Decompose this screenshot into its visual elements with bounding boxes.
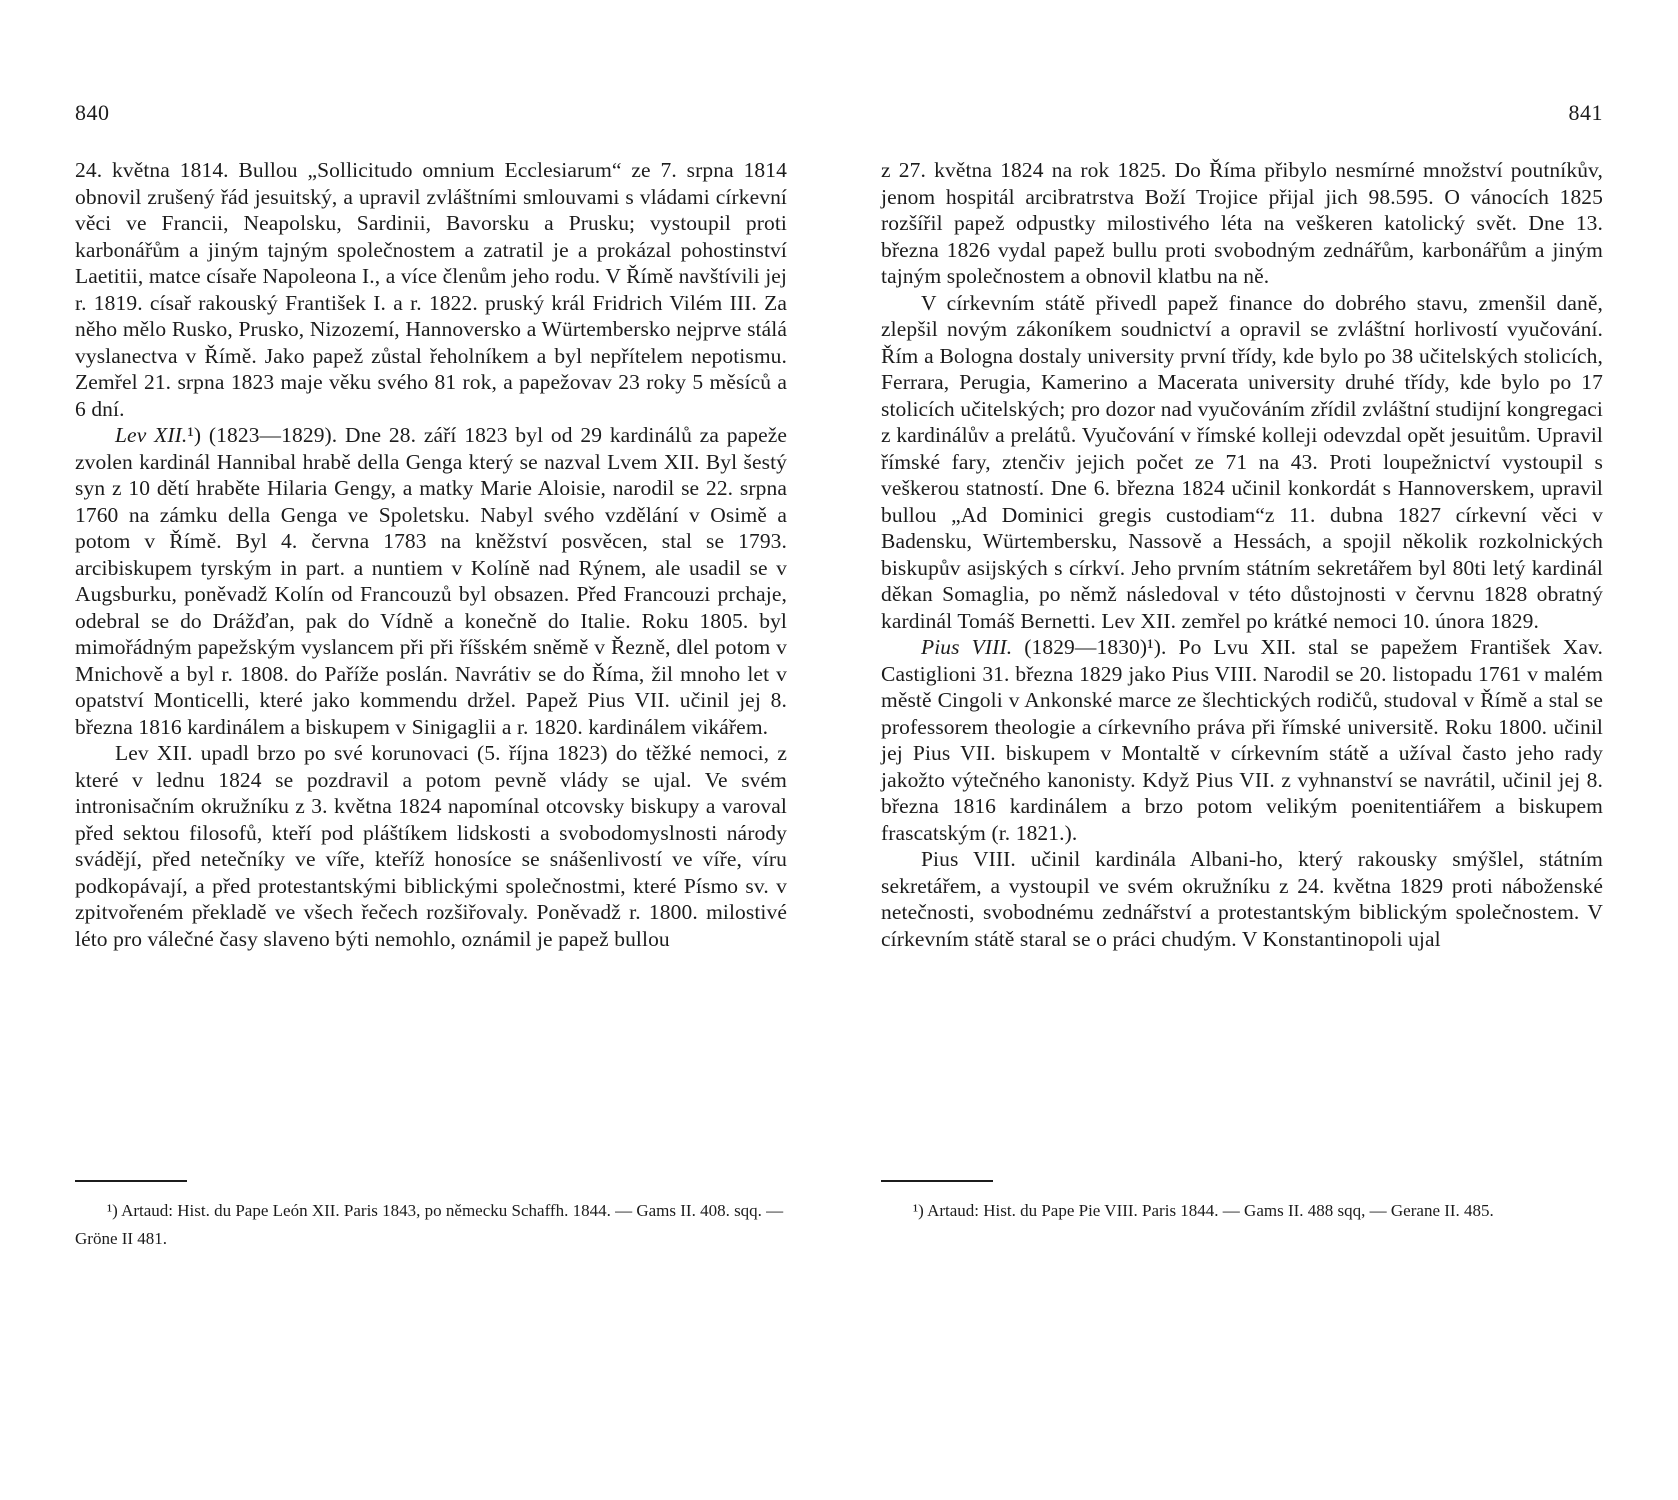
footnote-text: ¹) Artaud: Hist. du Pape León XII. Paris 1843, po německu Schaffh. 1844. — Gams II. 408. sqq. — Gröne II 481. — [75, 1201, 784, 1248]
paragraph-text: ¹) (1823—1829). Dne 28. září 1823 byl od 29 kardinálů za papeže zvolen kardinál Hannibal hrabě della Genga který se nazval Lvem XII. Byl šestý syn z 10 dětí hraběte Hilaria Gengy, a matky Marie Aloisie, narodil se 22. srpna 1760 na zámku della Genga ve Spoletsku. Nabyl svého vzdělání v Osimě a potom v Římě. Byl 4. června 1783 na kněžství posvěcen, stal se 1793. arcibiskupem tyrským in part. a nuntiem v Kolíně nad Rýnem, ale usadil se v Augsburku, poněvadž Kolín od Francouzů byl obsazen. Před Francouzi prchaje, odebral se do Drážďan, pak do Vídně a konečně do Italie. Roku 1805. byl mimořádným papežským vyslancem při při říšském sněmě v Řezně, dlel potom v Mnichově a byl r. 1808. do Paříže poslán. Navrátiv se do Říma, žil mnoho let v opatství Monticelli, které jako kommendu držel. Papež Pius VII. učinil jej 8. března 1816 kardinálem a biskupem v Sinigaglii a r. 1820. kardinálem vikářem. — [75, 423, 787, 739]
page-number-left: 840 — [75, 100, 110, 125]
paragraph-continuation — [881, 157, 1603, 290]
paragraph-text: 24. května 1814. Bullou „Sollicitudo omnium Ecclesiarum“ ze 7. srpna 1814 obnovil zrušený řád jesuitský, a upravil zvláštními smlouvami s vládami církevní věci ve Francii, Neapolsku, Sardinii, Bavorsku a Prusku; vystoupil proti karbonářům a jiným tajným společnostem a zatratil je a prokázal pohostinství Laetitii, matce císaře Napoleona I., a více členům jeho rodu. V Římě navštívili jej r. 1819. císař rakouský František I. a r. 1822. pruský král Fridrich Vilém III. Za něho mělo Rusko, Prusko, Nizozemí, Hannoversko a Würtembersko nejprve stálá vyslanectva v Římě. Jako papež zůstal řeholníkem a byl nepřítelem nepotismu. Zemřel 21. srpna 1823 maje věku svého 81 rok, a papežovav 23 roky 5 měsíců a 6 dní. — [75, 158, 787, 421]
page-right — [881, 0, 1603, 1500]
paragraph-pius-viii-albani — [881, 846, 1603, 952]
footnote-text: ¹) Artaud: Hist. du Pape Pie VIII. Paris 1844. — Gams II. 488 sqq, — Gerane II. 485. — [913, 1201, 1494, 1220]
paragraph-text: Pius VIII. učinil kardinála Albani-ho, který rakousky smýšlel, státním sekretářem, a vystoupil ve svém okružníku z 24. května 1829 proti náboženské netečnosti, svobodnému zednářství a protestantským biblickým společnostem. V církevním státě staral se o práci chudým. V Konstantinopoli ujal — [881, 847, 1603, 951]
left-body-text — [75, 157, 787, 952]
right-body-text — [881, 157, 1603, 952]
paragraph-text: z 27. května 1824 na rok 1825. Do Říma přibylo nesmírné množství poutníkův, jenom hospitál arcibratrstva Boží Trojice přijal jich 98.595. O vánocích 1825 rozšířil papež odpustky milostivého léta na veškeren katolický svět. Dne 13. března 1826 vydal papež bullu proti svobodným zednářům, karbonářům a jiným tajným společnostem a obnovil klatbu na ně. — [881, 158, 1603, 288]
page-left — [75, 0, 787, 1500]
paragraph-lev-xii-illness — [75, 740, 787, 952]
paragraph-text: (1829—1830)¹). Po Lvu XII. stal se papežem František Xav. Castiglioni 31. března 1829 jako Pius VIII. Narodil se 20. listopadu 1761 v malém městě Cingoli v Ankonské marce ze šlechtických rodičů, studoval v Římě a stal se professorem theologie a církevního práva při římské universitě. Roku 1800. učinil jej Pius VII. biskupem v Montaltě v církevním státě a užíval často jeho rady jakožto výtečného kanonisty. Když Pius VII. z vyhnanství se navrátil, učinil jej 8. března 1816 kardinálem a brzo potom velikým poenitentiářem a biskupem frascatským (r. 1821.). — [881, 635, 1603, 845]
paragraph-lev-xii — [75, 422, 787, 740]
paragraph-text: V církevním státě přivedl papež finance do dobrého stavu, zmenšil daně, zlepšil novým zákoníkem soudnictví a opravil se zvláštní horlivostí vyučování. Řím a Bologna dostaly university první třídy, kde bylo po 38 učitelských stolicích, Ferrara, Perugia, Kamerino a Macerata university druhé třídy, kde bylo po 17 stolicích učitelských; pro dozor nad vyučováním zřídil zvláštní studijní kongregaci z kardinálův a prelátů. Vyučování v římské kolleji odevzdal opět jesuitům. Upravil římské fary, ztenčiv jejich počet ze 71 na 43. Proti loupežnictví vystoupil s veškerou statností. Dne 6. března 1824 učinil konkordát s Hannoverskem, upravil bullou „Ad Dominici gregis custodiam“z 11. dubna 1827 církevní věci v Badensku, Würtembersku, Nassově a Hessách, a spojil několik rozkolnických biskupův asijských s církví. Jeho prvním státním sekretářem byl 80ti letý kardinál děkan Somaglia, po němž následoval v této důstojnosti v červnu 1828 obratný kardinál Tomáš Bernetti. Lev XII. zemřel po krátké nemoci 10. února 1829. — [881, 290, 1603, 633]
page-number-right: 841 — [1568, 100, 1603, 125]
paragraph-continuation — [75, 157, 787, 422]
footnote-rule — [881, 1180, 993, 1182]
paragraph-church-state — [881, 290, 1603, 635]
paragraph-text: Lev XII. upadl brzo po své korunovaci (5. října 1823) do těžké nemoci, z které v lednu 1824 se pozdravil a potom pevně vlády se ujal. Ve svém intronisačním okružníku z 3. května 1824 napomínal otcovsky biskupy a varoval před sektou filosofů, kteří pod pláštíkem lidskosti a svobodomyslnosti národy svádějí, před netečníky ve víře, kteříž honosíce se snášenlivostí ve víře, víru podkopávají, a před protestantskými biblickými společnostmi, které Písmo sv. v zpitvořeném překladě ve všech řečech rozšiřovaly. Poněvadž r. 1800. milostivé léto pro válečné časy slaveno býti nemohlo, oznámil je papež bullou — [75, 741, 787, 951]
footnote-left — [75, 1180, 787, 1253]
paragraph-pius-viii — [881, 634, 1603, 846]
footnote-rule — [75, 1180, 187, 1182]
pope-name-italic: Lev XII. — [115, 423, 188, 447]
pope-name-italic: Pius VIII. — [921, 635, 1013, 659]
footnote-right — [881, 1180, 1603, 1225]
